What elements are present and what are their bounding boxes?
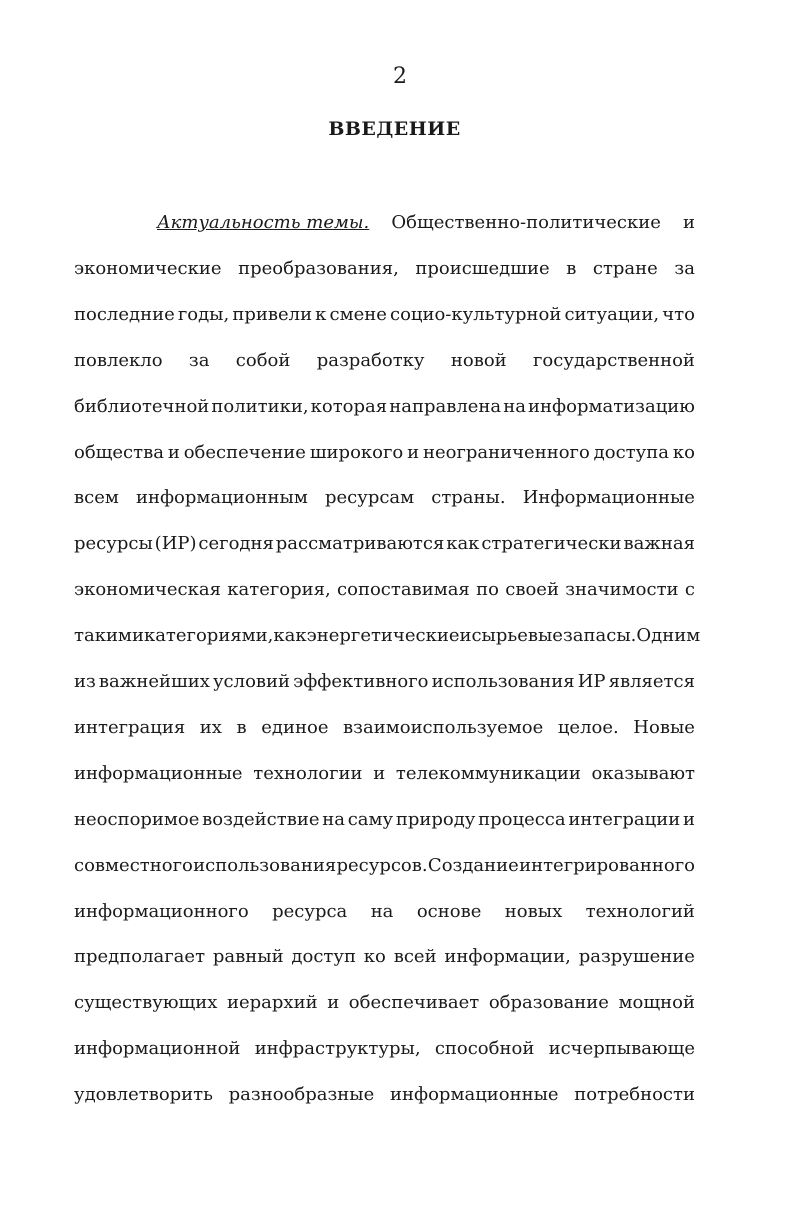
page-number: 2 <box>393 64 407 89</box>
text-word: основе <box>416 901 482 922</box>
text-line <box>74 303 695 327</box>
text-word: сегодня <box>198 533 274 554</box>
text-word: образование <box>488 992 609 1013</box>
text-word: инфраструктуры, <box>254 1038 421 1059</box>
text-word: Одним <box>636 625 701 646</box>
text-word: из <box>74 671 96 692</box>
text-word: на <box>322 809 345 830</box>
text-word: важная <box>623 533 695 554</box>
text-word: единое <box>261 717 329 738</box>
text-word: информационные <box>74 763 243 784</box>
text-word: что <box>662 304 695 325</box>
text-word: информационным <box>135 487 308 508</box>
text-word: за <box>674 258 695 279</box>
section-heading: ВВЕДЕНИЕ <box>328 118 461 140</box>
text-word: последние <box>74 304 175 325</box>
text-line <box>74 808 695 832</box>
text-word: неограниченного <box>422 442 590 463</box>
text-word: оказывают <box>591 763 695 784</box>
text-word: совместного <box>74 855 193 876</box>
text-word: которая <box>310 396 388 417</box>
text-word: стране <box>592 258 658 279</box>
text-word: информации, <box>444 946 571 967</box>
text-word: доступ <box>291 946 356 967</box>
text-word: ИР <box>577 671 606 692</box>
text-line <box>74 349 695 373</box>
text-word: способной <box>434 1038 535 1059</box>
text-line <box>74 900 695 924</box>
text-line <box>157 211 695 235</box>
text-word: и <box>373 763 386 784</box>
text-word: и <box>167 442 180 463</box>
text-word: страны. <box>431 487 506 508</box>
text-word: Общественно-политические <box>391 212 661 233</box>
text-word: значимости <box>565 579 679 600</box>
text-word: технологии <box>253 763 363 784</box>
text-word: разрушение <box>578 946 695 967</box>
text-word: Информационные <box>522 487 695 508</box>
text-word: мощной <box>618 992 695 1013</box>
text-word: смене <box>329 304 387 325</box>
text-word: своей <box>505 579 559 600</box>
text-word: политики, <box>211 396 309 417</box>
text-word: категориями, <box>143 625 274 646</box>
text-word: доступа <box>593 442 669 463</box>
text-line <box>74 945 695 969</box>
text-word: рассматриваются <box>275 533 445 554</box>
text-word: происшедшие <box>415 258 550 279</box>
text-line <box>74 1037 695 1061</box>
text-word: технологий <box>585 901 695 922</box>
text-word: интеграции <box>568 809 681 830</box>
text-word: ресурса <box>272 901 348 922</box>
text-word: целое. <box>557 717 619 738</box>
text-word: использования <box>193 855 337 876</box>
text-word: как <box>273 625 307 646</box>
text-word: их <box>199 717 222 738</box>
text-word: и <box>327 992 340 1013</box>
text-word: и <box>407 442 420 463</box>
text-word: сопоставимая <box>337 579 470 600</box>
text-word: разнообразные <box>228 1084 375 1105</box>
text-word: на <box>370 901 394 922</box>
text-word: к <box>315 304 327 325</box>
text-word: телекоммуникации <box>395 763 581 784</box>
text-word: с <box>684 579 695 600</box>
text-word: интеграция <box>74 717 186 738</box>
text-word: в <box>566 258 577 279</box>
text-word: ресурсы <box>74 533 153 554</box>
text-line <box>74 532 695 556</box>
text-word: обеспечивает <box>348 992 480 1013</box>
text-word: эффективного <box>293 671 429 692</box>
text-word: библиотечной <box>74 396 210 417</box>
text-word: новой <box>450 350 507 371</box>
text-word: существующих <box>74 992 218 1013</box>
text-word: государственной <box>533 350 695 371</box>
text-word: стратегически <box>481 533 622 554</box>
text-word: экономическая <box>74 579 221 600</box>
text-word: Новые <box>633 717 695 738</box>
text-word: как <box>446 533 480 554</box>
text-line <box>74 578 695 602</box>
text-line <box>74 257 695 281</box>
text-line <box>74 854 695 878</box>
text-word: иерархий <box>227 992 318 1013</box>
text-word: ситуации, <box>564 304 660 325</box>
text-word: на <box>503 396 526 417</box>
text-word: за <box>188 350 210 371</box>
text-word: (ИР) <box>154 533 197 554</box>
text-word: удовлетворить <box>74 1084 213 1105</box>
text-word: интегрированного <box>519 855 695 876</box>
text-word: важнейших <box>98 671 210 692</box>
text-word: широкого <box>309 442 404 463</box>
text-word: собой <box>235 350 291 371</box>
text-word: информационного <box>74 901 249 922</box>
text-word: природу <box>395 809 476 830</box>
text-word: потребности <box>574 1084 695 1105</box>
text-word: воздействие <box>202 809 320 830</box>
text-word: экономические <box>74 258 222 279</box>
text-word: ко <box>672 442 695 463</box>
text-word: социо-культурной <box>389 304 562 325</box>
text-word: ресурсов. <box>336 855 428 876</box>
text-word: в <box>236 717 247 738</box>
text-word: ресурсам <box>324 487 415 508</box>
text-line <box>74 624 701 648</box>
text-word: взаимоиспользуемое <box>343 717 544 738</box>
text-word: и <box>459 625 472 646</box>
text-line <box>74 670 695 694</box>
text-line <box>74 1083 695 1107</box>
text-word: преобразования, <box>238 258 399 279</box>
text-word: общества <box>74 442 164 463</box>
text-word: категория, <box>227 579 331 600</box>
text-word: Создание <box>427 855 519 876</box>
text-word: информационные <box>390 1084 559 1105</box>
text-word: саму <box>347 809 394 830</box>
text-word: запасы. <box>562 625 637 646</box>
text-word: всей <box>393 946 437 967</box>
text-word: информатизацию <box>528 396 695 417</box>
text-word: и <box>682 212 695 233</box>
text-word: равный <box>212 946 284 967</box>
text-word: использования <box>431 671 575 692</box>
text-word: всем <box>74 487 119 508</box>
text-word: информационной <box>74 1038 241 1059</box>
text-word: повлекло <box>74 350 163 371</box>
text-line <box>74 716 695 740</box>
text-word: является <box>608 671 695 692</box>
text-word: привели <box>232 304 313 325</box>
text-word: предполагает <box>74 946 206 967</box>
text-line <box>74 441 695 465</box>
text-word: и <box>682 809 695 830</box>
text-line <box>74 486 695 510</box>
text-word: неоспоримое <box>74 809 200 830</box>
text-word: процесса <box>478 809 566 830</box>
text-line <box>74 762 695 786</box>
text-word: ко <box>363 946 386 967</box>
text-word: исчерпывающе <box>548 1038 695 1059</box>
topic-label: Актуальность темы. <box>157 212 370 233</box>
text-word: энергетические <box>306 625 460 646</box>
text-word: разработку <box>316 350 425 371</box>
text-word: обеспечение <box>183 442 306 463</box>
text-line <box>74 991 695 1015</box>
text-word: такими <box>74 625 144 646</box>
text-word: годы, <box>177 304 230 325</box>
text-word: новых <box>504 901 563 922</box>
text-line <box>74 395 695 419</box>
text-word: направлена <box>389 396 502 417</box>
text-word: сырьевые <box>471 625 563 646</box>
text-word: условий <box>212 671 291 692</box>
text-word: по <box>476 579 499 600</box>
